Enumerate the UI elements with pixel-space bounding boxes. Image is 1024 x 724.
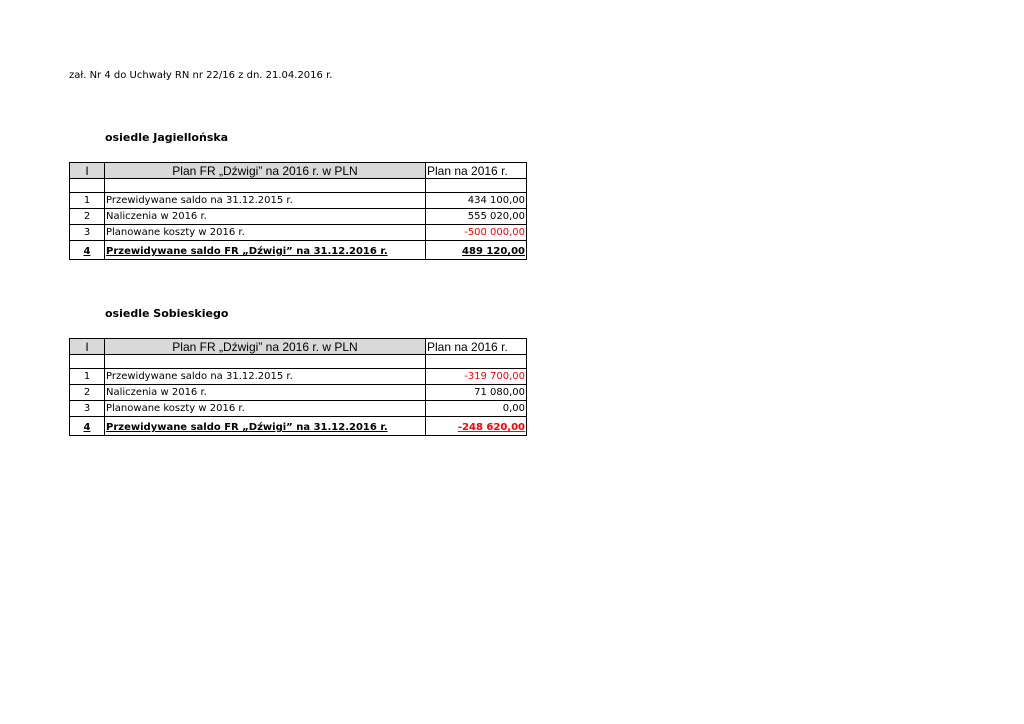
- summary-value: -248 620,00: [426, 417, 527, 436]
- row-value: 434 100,00: [426, 193, 527, 209]
- header-number-cell: I: [70, 163, 105, 179]
- row-label: Planowane koszty w 2016 r.: [105, 225, 426, 241]
- blank-cell: [70, 179, 105, 193]
- row-number: 1: [70, 369, 105, 385]
- table-header-row: [70, 339, 527, 355]
- fund-table-jagiellonska: [69, 162, 527, 260]
- row-label: Planowane koszty w 2016 r.: [105, 401, 426, 417]
- row-value: -319 700,00: [426, 369, 527, 385]
- document-header-note: zał. Nr 4 do Uchwały RN nr 22/16 z dn. 21.04.2016 r.: [69, 70, 333, 81]
- row-value: 555 020,00: [426, 209, 527, 225]
- row-number: 3: [70, 401, 105, 417]
- row-label: Naliczenia w 2016 r.: [105, 209, 426, 225]
- header-value-cell: Plan na 2016 r.: [426, 163, 527, 179]
- table-row: [70, 369, 527, 385]
- section-title-sobieskiego: osiedle Sobieskiego: [105, 307, 229, 320]
- row-value: 0,00: [426, 401, 527, 417]
- row-label: Naliczenia w 2016 r.: [105, 385, 426, 401]
- header-value-cell: Plan na 2016 r.: [426, 339, 527, 355]
- row-value: 71 080,00: [426, 385, 527, 401]
- row-value: -500 000,00: [426, 225, 527, 241]
- header-title-cell: Plan FR „Dźwigi” na 2016 r. w PLN: [105, 163, 426, 179]
- row-number: 2: [70, 385, 105, 401]
- row-number: 3: [70, 225, 105, 241]
- blank-cell: [105, 179, 426, 193]
- summary-number: 4: [70, 417, 105, 436]
- row-label: Przewidywane saldo na 31.12.2015 r.: [105, 193, 426, 209]
- table-row: [70, 225, 527, 241]
- blank-cell: [426, 179, 527, 193]
- blank-cell: [105, 355, 426, 369]
- table-row: [70, 209, 527, 225]
- table-header-row: [70, 163, 527, 179]
- summary-number: 4: [70, 241, 105, 260]
- blank-cell: [426, 355, 527, 369]
- blank-row: [70, 179, 527, 193]
- table-row: [70, 401, 527, 417]
- section-title-jagiellonska: osiedle Jagiellońska: [105, 131, 229, 144]
- table-row: [70, 385, 527, 401]
- table-row: [70, 193, 527, 209]
- blank-row: [70, 355, 527, 369]
- header-number-cell: I: [70, 339, 105, 355]
- row-number: 1: [70, 193, 105, 209]
- blank-cell: [70, 355, 105, 369]
- row-number: 2: [70, 209, 105, 225]
- summary-row: [70, 241, 527, 260]
- summary-row: [70, 417, 527, 436]
- summary-label: Przewidywane saldo FR „Dźwigi” na 31.12.2016 r.: [105, 417, 426, 436]
- summary-label: Przewidywane saldo FR „Dźwigi” na 31.12.2016 r.: [105, 241, 426, 260]
- fund-table-sobieskiego: [69, 338, 527, 436]
- row-label: Przewidywane saldo na 31.12.2015 r.: [105, 369, 426, 385]
- summary-value: 489 120,00: [426, 241, 527, 260]
- header-title-cell: Plan FR „Dźwigi” na 2016 r. w PLN: [105, 339, 426, 355]
